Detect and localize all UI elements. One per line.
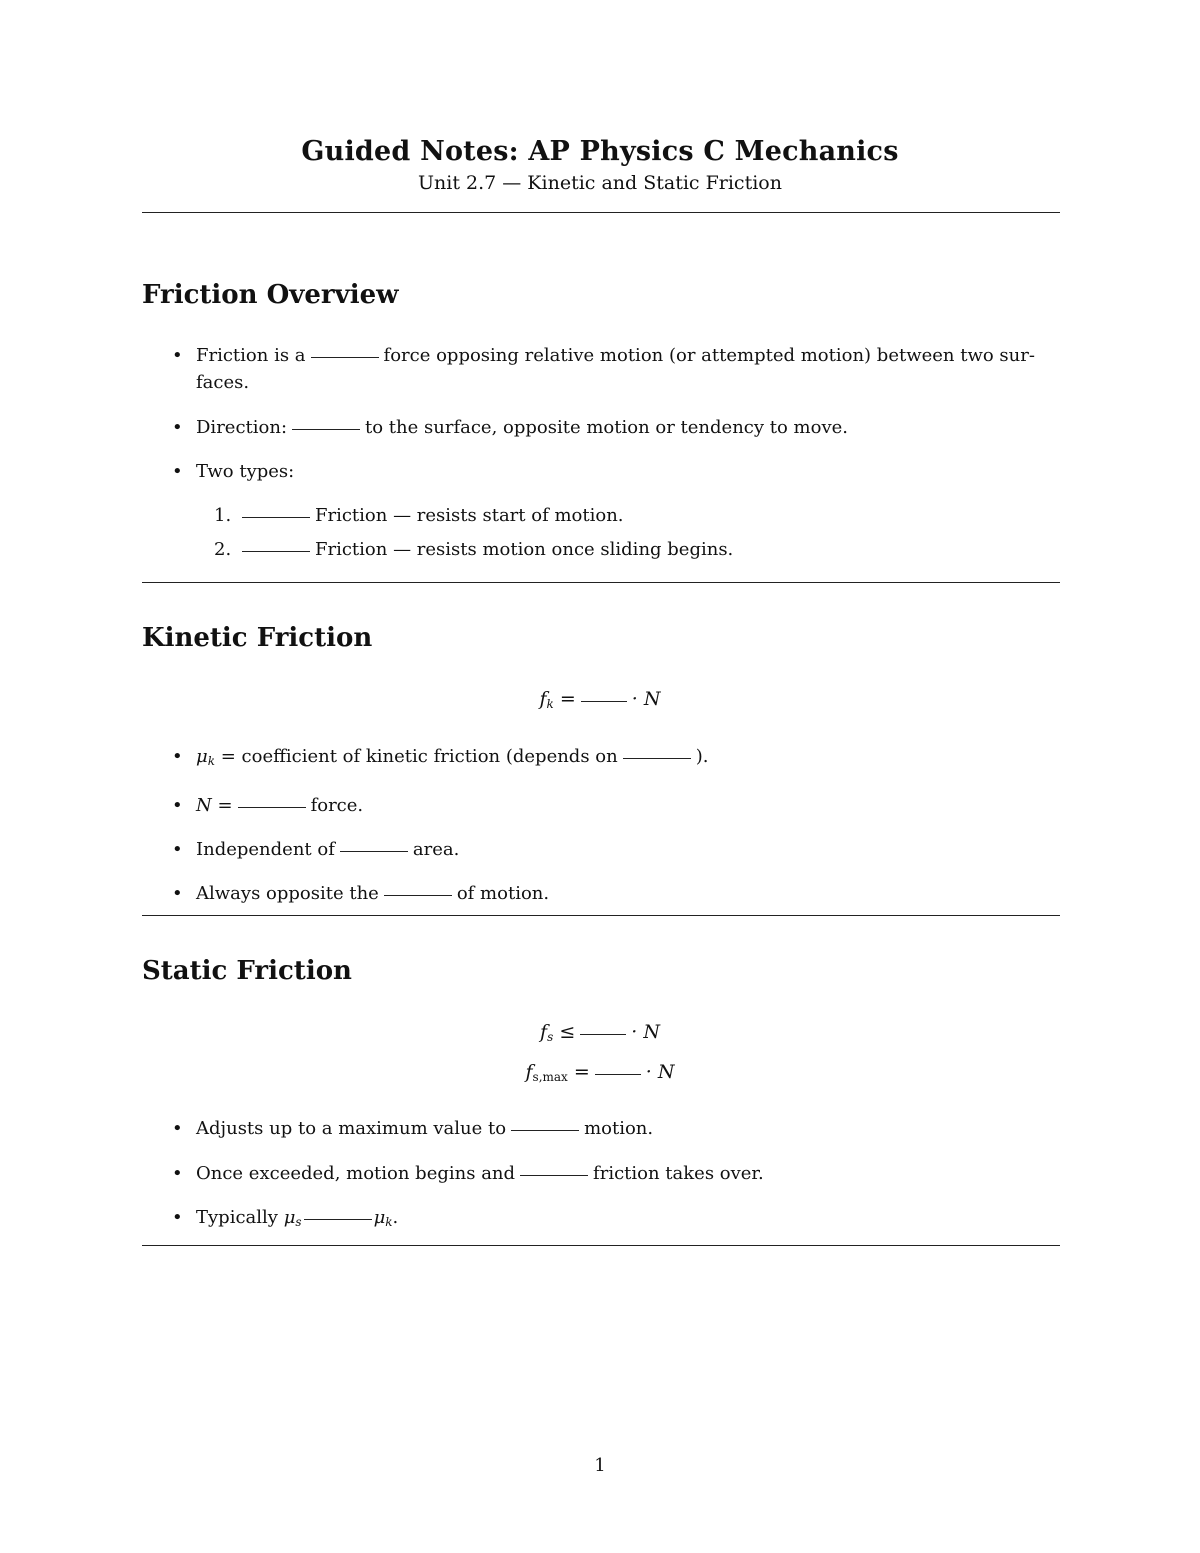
static-friction-inequality: $f_s$ ≤ · N	[540, 1021, 660, 1044]
kinetic-bullet-normal: • N = force.	[172, 792, 1060, 819]
section-divider	[142, 915, 1060, 916]
answer-blank[interactable]	[304, 1219, 372, 1220]
static-bullet-list	[172, 1115, 1060, 1236]
type-item: 2. Friction — resists motion once sliding begins.	[214, 539, 734, 560]
document-title: Guided Notes: AP Physics C Mechanics	[301, 136, 899, 167]
static-bullet-adjusts: • Adjusts up to a maximum value to motion.	[172, 1115, 1060, 1142]
section-divider	[142, 582, 1060, 583]
answer-blank[interactable]	[595, 1074, 641, 1075]
static-bullet-exceeded: • Once exceeded, motion begins and friction takes over.	[172, 1160, 1060, 1187]
document-subtitle: Unit 2.7 — Kinetic and Static Friction	[418, 172, 782, 194]
kinetic-bullet-list	[172, 743, 1060, 907]
answer-blank[interactable]	[511, 1130, 579, 1131]
answer-blank[interactable]	[623, 758, 691, 759]
heading-friction-overview: Friction Overview	[142, 280, 399, 310]
answer-blank[interactable]	[242, 517, 310, 518]
header-divider	[142, 212, 1060, 213]
answer-blank[interactable]	[520, 1175, 588, 1176]
static-bullet-comparison: • Typically $\mu_s$ $\mu_k$.	[172, 1204, 1060, 1236]
kinetic-bullet-direction: • Always opposite the of motion.	[172, 880, 1060, 907]
answer-blank[interactable]	[242, 551, 310, 552]
heading-static-friction: Static Friction	[142, 956, 352, 986]
overview-bullet-definition: • Friction is a force opposing relative motion (or attempted motion) between two sur- faces.	[172, 342, 1060, 396]
kinetic-bullet-coefficient: • $\mu_k$ = coefficient of kinetic friction (depends on ).	[172, 743, 1060, 775]
answer-blank[interactable]	[580, 1034, 626, 1035]
type-item: 1. Friction — resists start of motion.	[214, 505, 624, 526]
overview-bullet-types: • Two types:	[172, 458, 1060, 485]
page-number: 1	[594, 1455, 606, 1476]
kinetic-bullet-area: • Independent of area.	[172, 836, 1060, 863]
answer-blank[interactable]	[311, 357, 379, 358]
static-friction-max-equation: $f_{s,max}$ = · N	[525, 1061, 675, 1084]
section-divider	[142, 1245, 1060, 1246]
overview-bullet-direction: • Direction: to the surface, opposite motion or tendency to move.	[172, 414, 1060, 441]
answer-blank[interactable]	[340, 851, 408, 852]
answer-blank[interactable]	[581, 701, 627, 702]
answer-blank[interactable]	[238, 807, 306, 808]
friction-types-list	[214, 502, 733, 563]
kinetic-friction-equation: $f_k$ = · N	[539, 688, 661, 711]
overview-bullet-list	[172, 342, 1060, 485]
heading-kinetic-friction: Kinetic Friction	[142, 623, 373, 653]
answer-blank[interactable]	[292, 429, 360, 430]
answer-blank[interactable]	[384, 895, 452, 896]
